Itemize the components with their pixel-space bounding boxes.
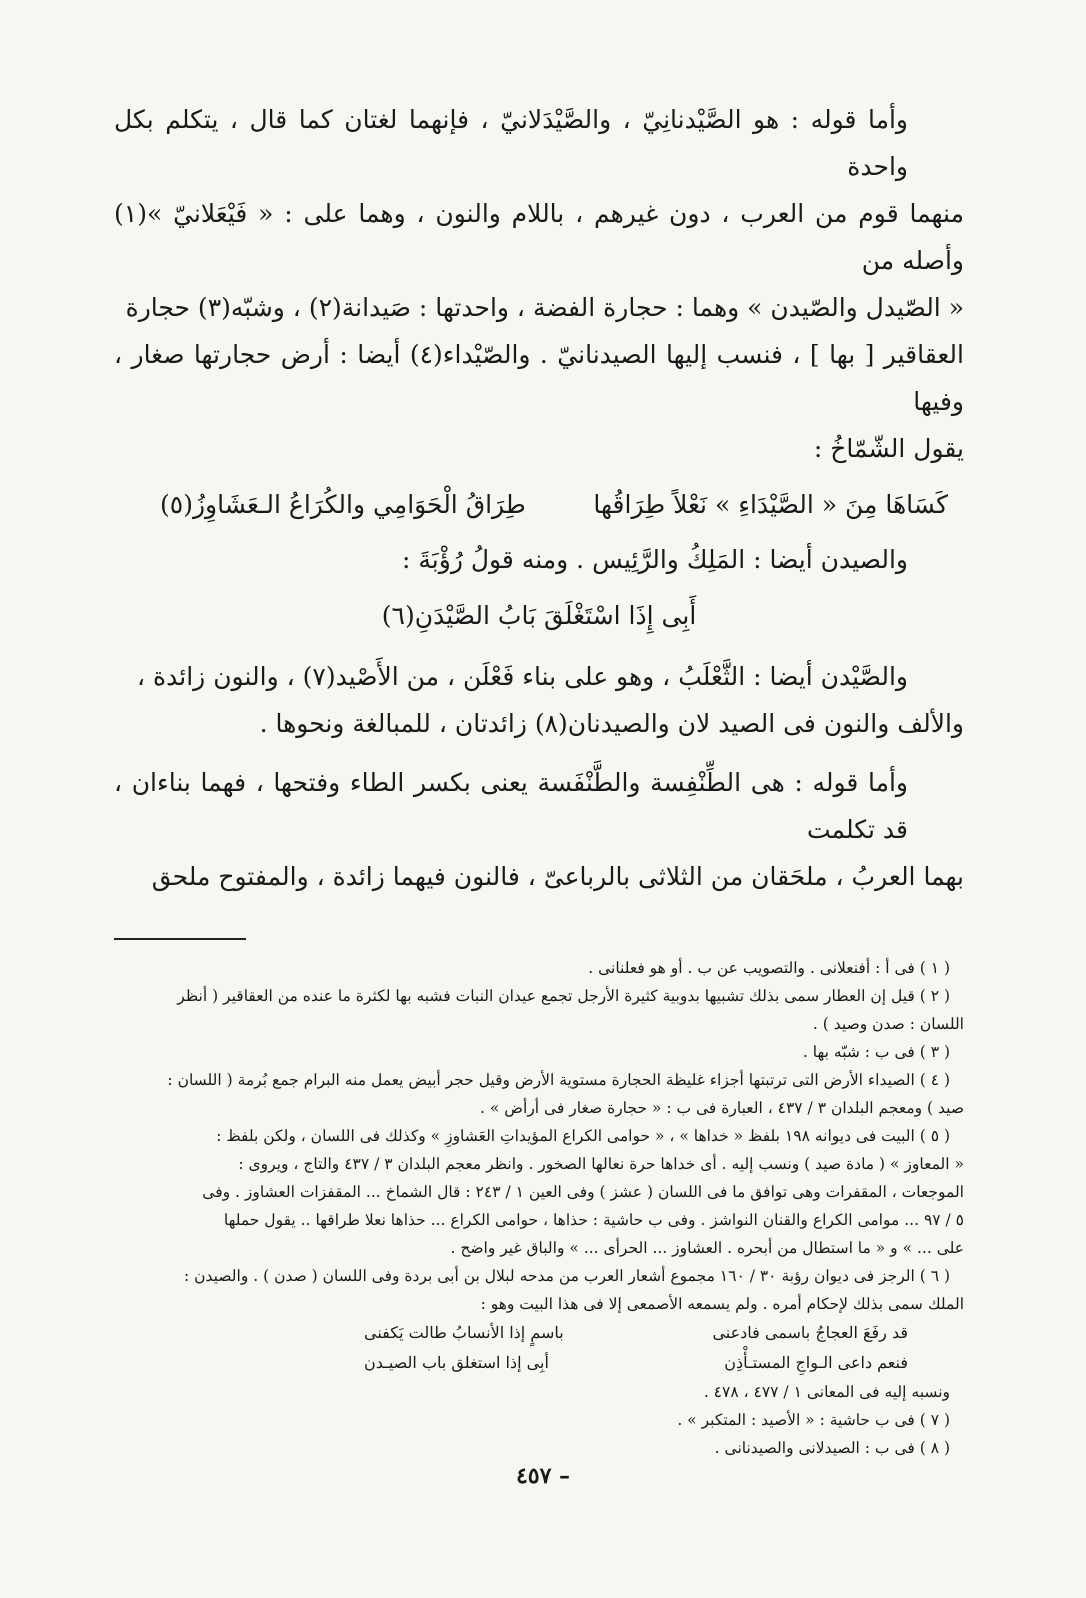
paragraph-line: العقاقير [ بها ] ، فنسب إليها الصيدنانيّ . والصّيْداء(٤) أيضا : أرض حجارتها صغار ، وفيها — [114, 340, 964, 416]
verse-hemistich-right: كَسَاهَا مِنَ « الصَّيْدَاءِ » نَعْلاً طِرَاقُها — [593, 490, 948, 519]
footnotes — [114, 954, 964, 1462]
footnote-5: ( ٥ ) البيت فى ديوانه ١٩٨ بلفظ « خداها » ، « حوامى الكراع المؤيداتِ العَشاوزِ » وكذلك فى اللسان ، ولكن بلفظ : — [216, 1127, 950, 1145]
footnote-verse — [114, 1318, 964, 1348]
verse-hemistich-left: أبِى إذا استغلق باب الصيـدن — [364, 1353, 549, 1372]
footnote-verse — [114, 1348, 964, 1378]
paragraph-line: بهما العربُ ، ملحَقان من الثلاثى بالرباعىّ ، فالنون فيهما زائدة ، والمفتوح ملحق — [151, 862, 964, 891]
paragraph-line: وأما قوله : هى الطِّنْفِسة والطَّنْفَسة يعنى بكسر الطاء وفتحها ، فهما بناءان ، قد تكلمت — [114, 768, 908, 844]
footnote-7: ( ٧ ) فى ب حاشية : « الأصيد : المتكبر » . — [677, 1411, 950, 1429]
verse-hemistich-right: قد رفَعَ العجاجُ باسمى فادعنى — [712, 1323, 908, 1342]
footnote-2: ( ٢ ) قيل إن العطار سمى بذلك تشبيها بدوبية كثيرة الأرجل تجمع عيدان النبات فشبه بها لكثرة ما عنده من العقاقير ( أنظر — [177, 987, 950, 1005]
page-number: – ٤٥٧ — [515, 1463, 571, 1489]
footnote-6-cont: الملك سمى بذلك لإحكام أمره . ولم يسمعه الأصمعى إلا فى هذا البيت وهو : — [480, 1295, 964, 1313]
paragraph-line: وأما قوله : هو الصَّيْدنانِيّ ، والصَّيْدَلانيّ ، فإنهما لغتان كما قال ، يتكلم بكل واحدة — [114, 105, 908, 181]
paragraph-line: « الصّيدل والصّيدن » وهما : حجارة الفضة ، واحدتها : صَيدانة(٢) ، وشبّه(٣) حجارة — [125, 293, 964, 322]
footnote-8: ( ٨ ) فى ب : الصيدلانى والصيدنانى . — [714, 1439, 950, 1457]
footnote-1: ( ١ ) فى أ : أفنعلانى . والتصويب عن ب . أو هو فعلنانى . — [588, 959, 950, 977]
verse-hemistich-right: فنعم داعى الـواجِ المستـأْذِن — [724, 1353, 908, 1372]
footnote-5-cont: الموجعات ، المقفرات وهى توافق ما فى اللسان ( عشز ) وفى العين ١ / ٢٤٣ : قال الشماخ ... المقفزات العشاوز . وفى — [202, 1183, 964, 1201]
poem-verse — [114, 480, 964, 530]
paragraph-line: والصيدن أيضا : المَلِكُ والرَّئِيس . ومنه قولُ رُؤْبَةَ : — [402, 545, 908, 574]
main-text — [114, 96, 964, 900]
paragraph-line: منهما قوم من العرب ، دون غيرهم ، باللام والنون ، وهما على : « فَيْعَلانيّ »(١) وأصله من — [114, 199, 964, 275]
verse-line: أَبِى إِذَا اسْتَغْلَقَ بَابُ الصَّيْدَنِ(٦) — [381, 601, 697, 630]
footnote-separator — [114, 938, 246, 940]
footnote-4-cont: صيد ) ومعجم البلدان ٣ / ٤٣٧ ، العبارة فى ب : « حجارة صغار فى أرأض » . — [480, 1099, 964, 1117]
footnote-2-cont: اللسان : صدن وصيد ) . — [812, 1015, 964, 1033]
verse-hemistich-left: باسمٍ إذا الأنسابُ طالت يَكفنى — [364, 1323, 564, 1342]
paragraph-line: والألف والنون فى الصيد لان والصيدنان(٨) زائدتان ، للمبالغة ونحوها . — [259, 709, 964, 738]
paragraph-line: والصَّيْدن أيضا : الثَّعْلَبُ ، وهو على بناء فَعْلَن ، من الأَصْيد(٧) ، والنون زائدة ، — [137, 662, 908, 691]
footnote-3: ( ٣ ) فى ب : شبّه بها . — [802, 1043, 950, 1061]
paragraph-line: يقول الشّمّاخُ : — [813, 434, 964, 463]
footnote-5-cont: ٥ / ٩٧ ... موامى الكراع والقنان النواشز . وفى ب حاشية : حذاها ، حوامى الكراع ... حذاها نعلا طراقها .. يقول حملها — [223, 1211, 964, 1229]
rajaz-verse — [114, 591, 964, 641]
footnote-4: ( ٤ ) الصيداء الأرض التى ترتبتها أجزاء غليظة الحجارة مستوية الأرض وقيل حجر أبيض يعمل منه البرام جمع بُرمة ( اللسان : — [167, 1071, 950, 1089]
footnote-6-cont: ونسبه إليه فى المعانى ١ / ٤٧٧ ، ٤٧٨ . — [703, 1383, 950, 1401]
footnote-5-cont: على ... » و « ما استطال من أبحره . العشاوز ... الحرأى ... » والباق غير واضح . — [450, 1239, 964, 1257]
verse-hemistich-left: طِرَاقُ الْحَوَامِي والكُرَاعُ الـعَشَاوِزُ(٥) — [160, 490, 526, 519]
footnote-5-cont: « المعاوز » ( مادة صيد ) ونسب إليه . أى خداها حرة نعالها الصخور . وانظر معجم البلدان ٣ / ٤٣٧ والتاج ، ويروى : — [238, 1155, 964, 1173]
footnote-6: ( ٦ ) الرجز فى ديوان رؤبة ٣٠ / ١٦٠ مجموع أشعار العرب من مدحه لبلال بن أبى بردة وفى اللسان ( صدن ) . والصيدن : — [184, 1267, 950, 1285]
